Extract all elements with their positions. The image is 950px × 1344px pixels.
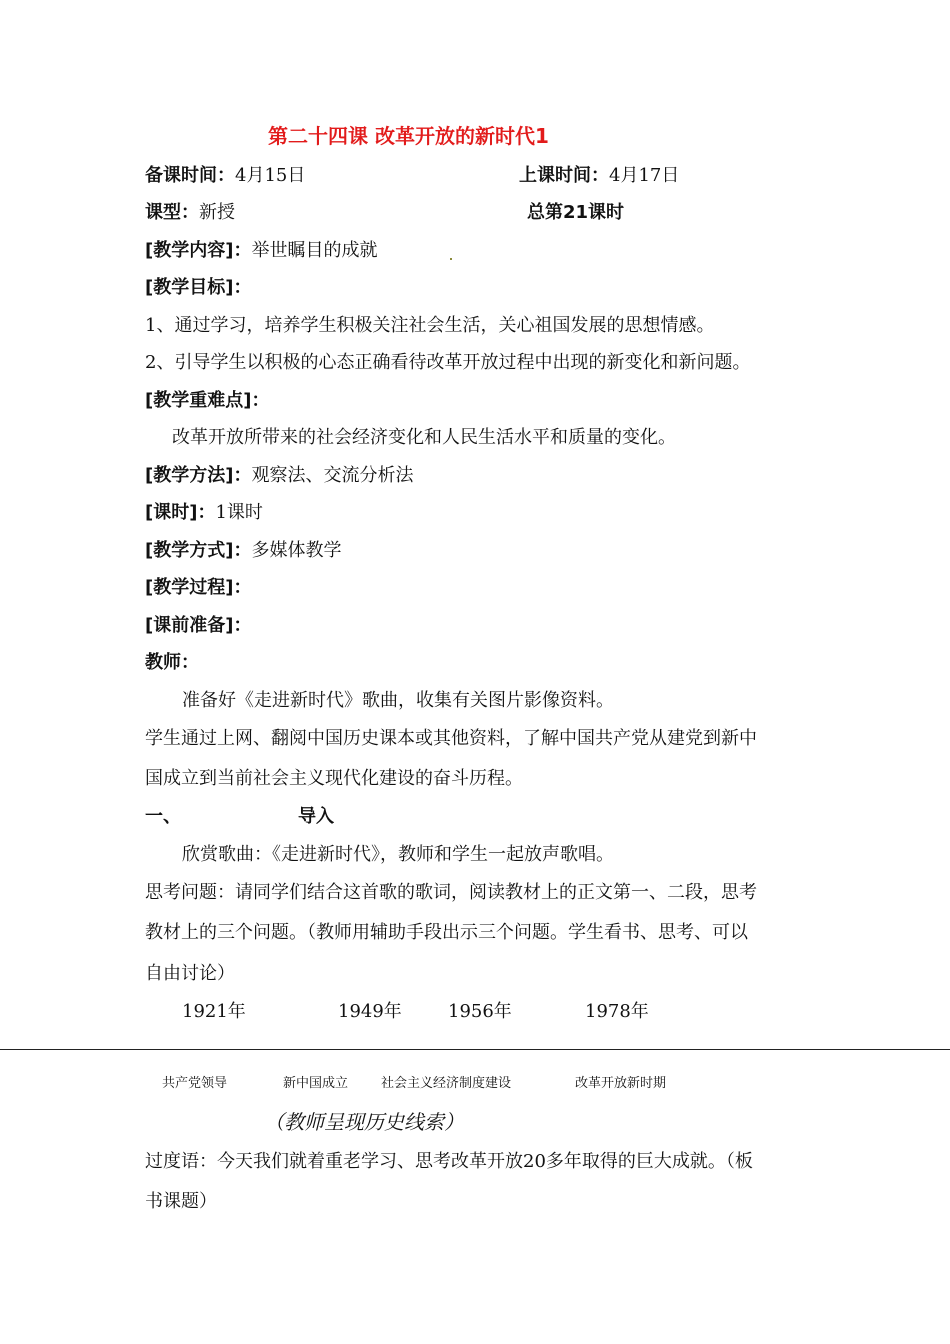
section-number: 一、 — [145, 806, 181, 827]
transition-line-2: 书课题） — [145, 1191, 217, 1212]
goal-item-1: 1、通过学习，培养学生积极关注社会生活，关心祖国发展的思想情感。 — [145, 315, 715, 336]
method-value: 观察法、交流分析法 — [251, 465, 414, 486]
question-line-3: 自由讨论） — [145, 963, 235, 984]
content-label: [教学内容]： — [145, 240, 252, 261]
timeline-year: 1949年 — [338, 1001, 402, 1022]
hours-label: [课时]： — [145, 502, 216, 523]
class-time-value: 4月17日 — [609, 165, 680, 186]
appreciate-text: 欣赏歌曲：《走进新时代》，教师和学生一起放声歌唱。 — [182, 844, 614, 865]
timeline-event: 新中国成立 — [283, 1076, 349, 1091]
teaching-mode — [145, 539, 341, 563]
goal-item-2: 2、引导学生以积极的心态正确看待改革开放过程中出现的新变化和新问题。 — [145, 352, 751, 373]
timeline-year: 1956年 — [448, 1001, 512, 1022]
transition-line-1: 过度语：今天我们就着重老学习、思考改革开放20多年取得的巨大成就。（板 — [145, 1151, 753, 1172]
timeline-year: 1978年 — [585, 1001, 649, 1022]
key-points-label: [教学重难点]： — [145, 390, 270, 411]
stray-dot — [450, 258, 452, 260]
question-line-1: 思考问题：请同学们结合这首歌的歌词，阅读教材上的正文第一、二段，思考 — [145, 882, 757, 903]
section-title: 导入 — [298, 806, 334, 827]
timeline-event: 改革开放新时期 — [575, 1076, 667, 1091]
lesson-hours — [145, 501, 263, 525]
mode-label: [教学方式]： — [145, 540, 252, 561]
total-lesson: 总第21课时 — [527, 202, 625, 223]
method-label: [教学方法]： — [145, 465, 252, 486]
teacher-text: 准备好《走进新时代》歌曲，收集有关图片影像资料。 — [182, 690, 614, 711]
teaching-method — [145, 464, 413, 488]
teaching-content — [145, 239, 377, 263]
prep-time-label: 备课时间： — [145, 165, 235, 186]
page-title: 第二十四课 改革开放的新时代1 — [268, 124, 549, 148]
lesson-type-value: 新授 — [199, 202, 235, 223]
timeline-event: 共产党领导 — [162, 1076, 228, 1091]
timeline-year: 1921年 — [182, 1001, 246, 1022]
process-label: [教学过程]： — [145, 577, 252, 598]
students-line-1: 学生通过上网、翻阅中国历史课本或其他资料，了解中国共产党从建党到新中 — [145, 728, 757, 749]
students-line-2: 国成立到当前社会主义现代化建设的奋斗历程。 — [145, 768, 523, 789]
timeline-event: 社会主义经济制度建设 — [381, 1076, 512, 1091]
key-points-text: 改革开放所带来的社会经济变化和人民生活水平和质量的变化。 — [172, 427, 676, 448]
prep-time — [145, 164, 305, 188]
question-line-2: 教材上的三个问题。（教师用辅助手段出示三个问题。学生看书、思考、可以 — [145, 922, 748, 943]
history-clue-caption: （教师呈现历史线索） — [264, 1110, 464, 1134]
class-time — [519, 164, 679, 188]
lesson-type-label: 课型： — [145, 202, 199, 223]
content-value: 举世瞩目的成就 — [251, 240, 378, 261]
lesson-type — [145, 201, 235, 225]
prep-time-value: 4月15日 — [235, 165, 306, 186]
class-time-label: 上课时间： — [519, 165, 609, 186]
goals-label: [教学目标]： — [145, 277, 252, 298]
teacher-label: 教师： — [145, 652, 199, 673]
mode-value: 多媒体教学 — [251, 540, 342, 561]
timeline-line — [0, 1049, 950, 1050]
hours-value: 1课时 — [215, 502, 263, 523]
preparation-label: [课前准备]： — [145, 615, 252, 636]
